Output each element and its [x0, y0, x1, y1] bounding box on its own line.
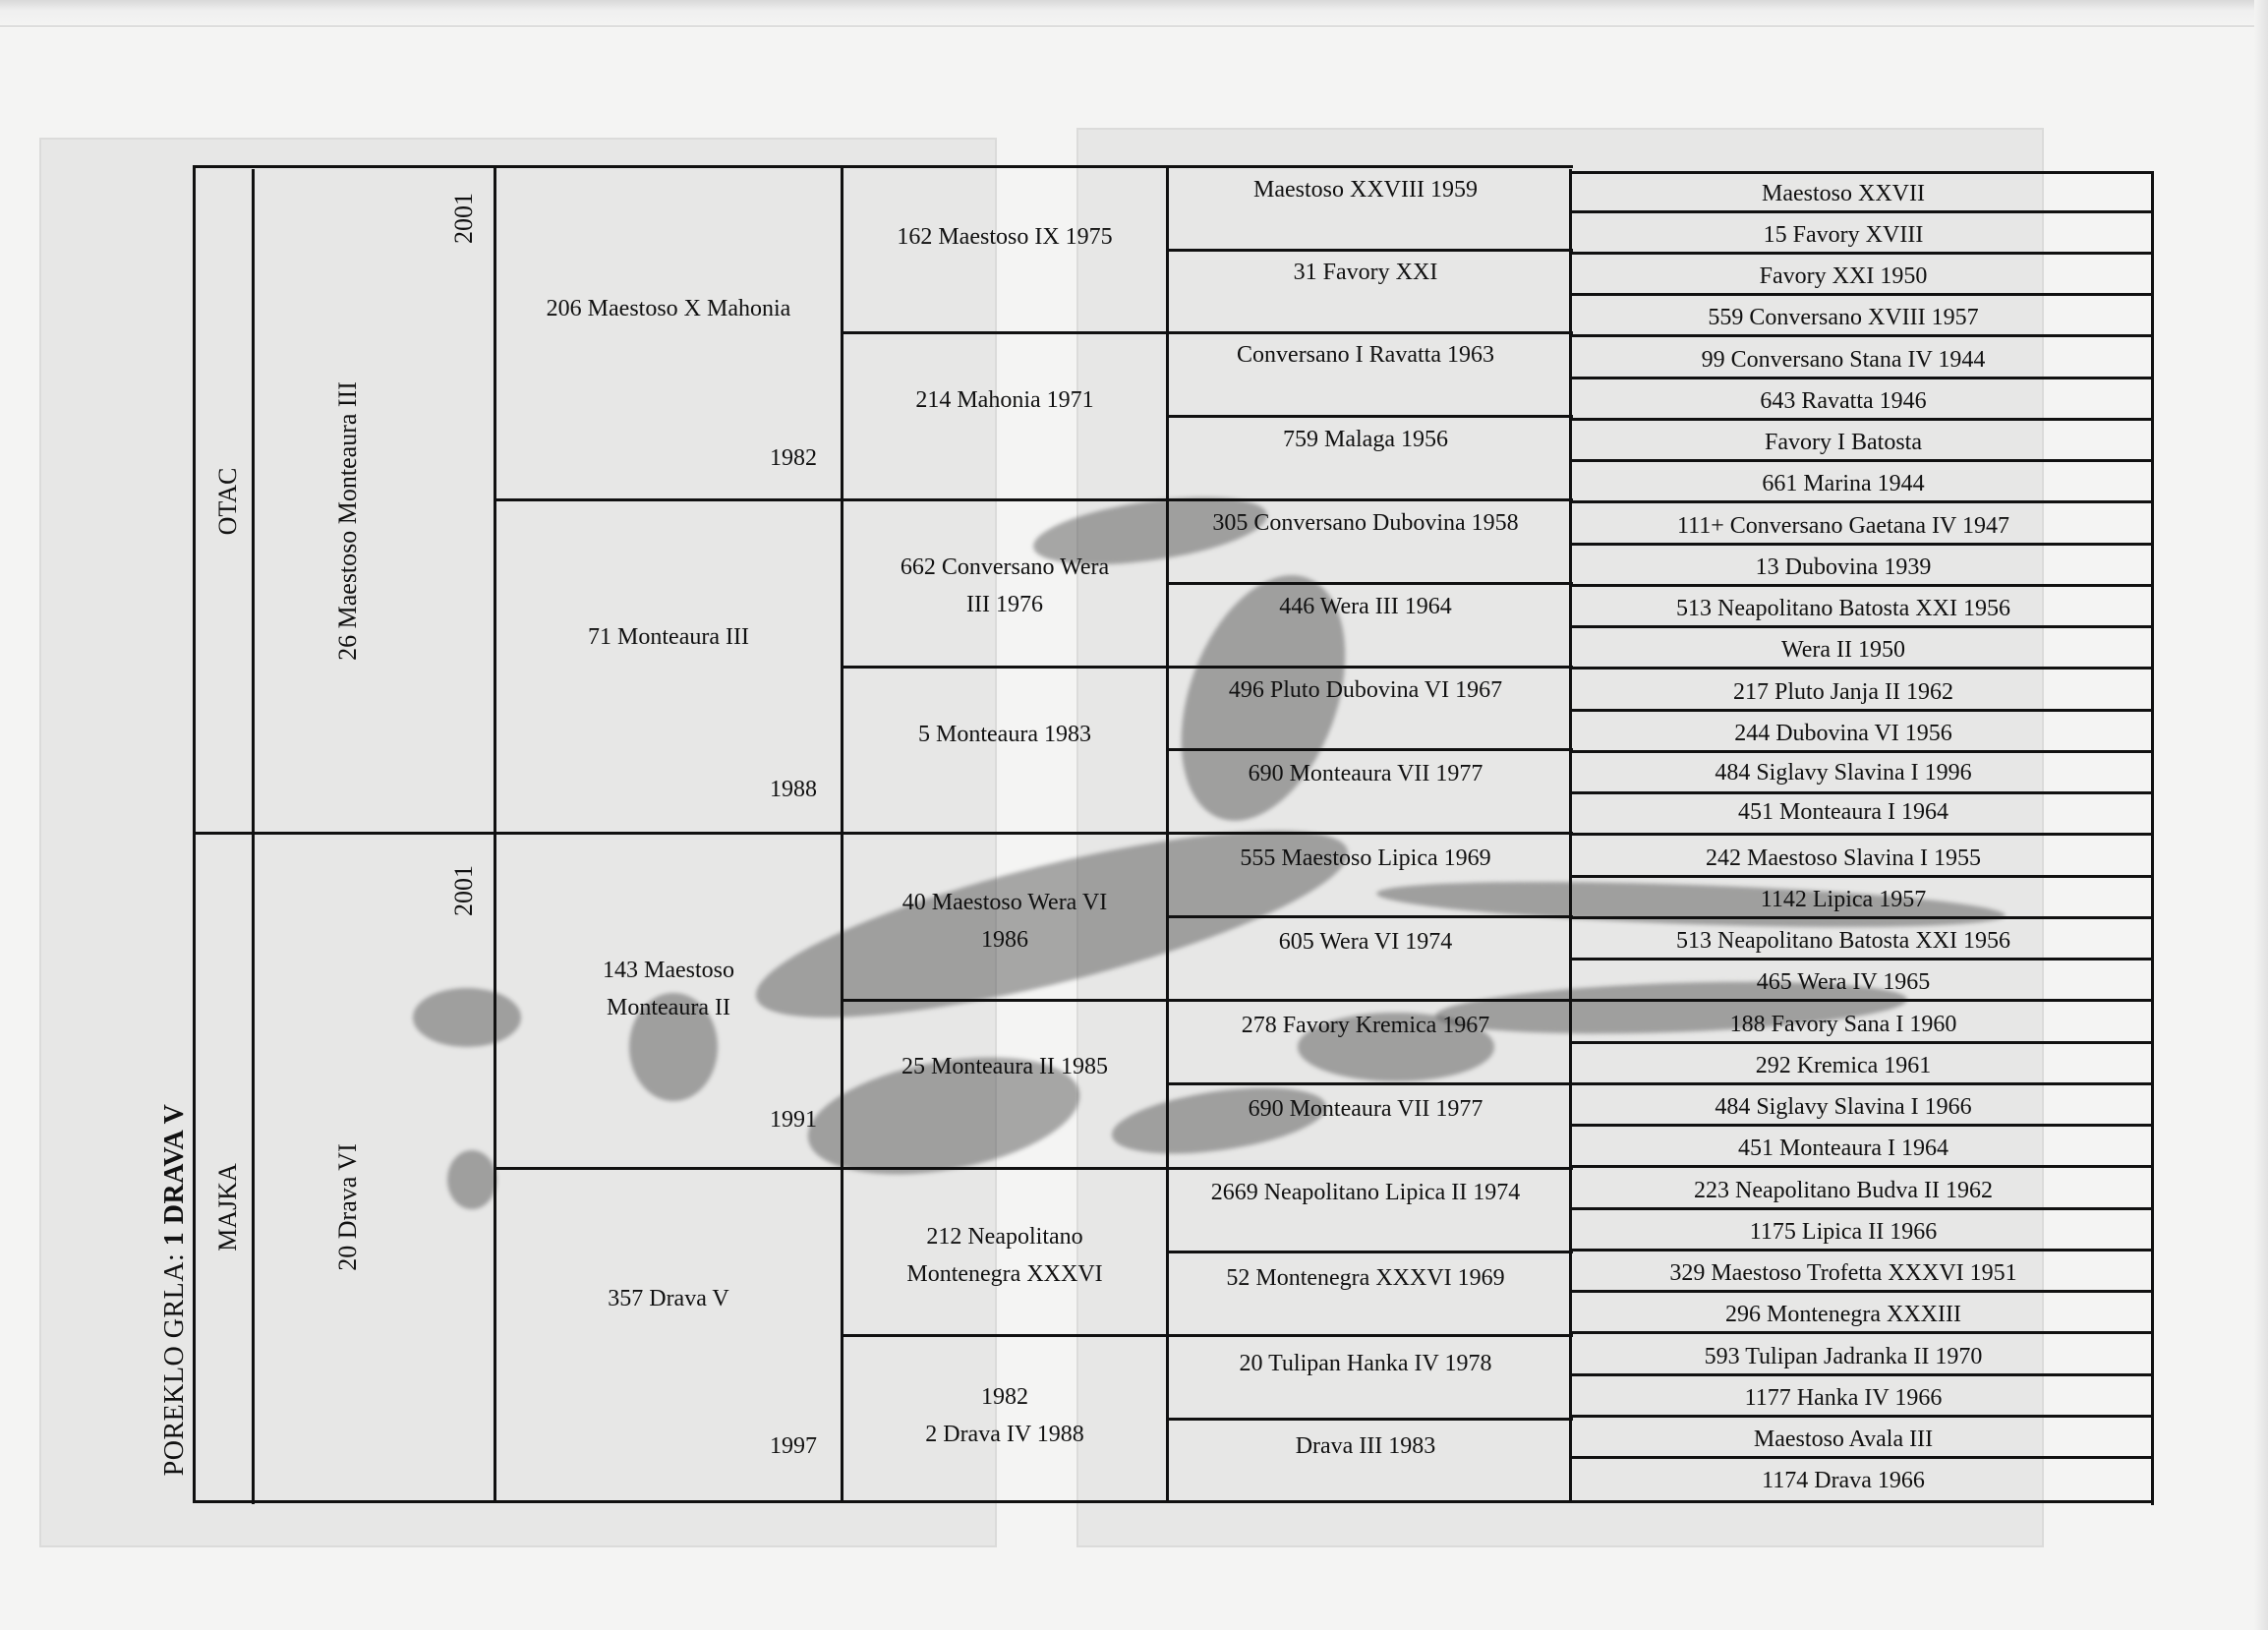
gen4-entry: 31 Favory XXI [1293, 260, 1438, 285]
row-divider [1166, 832, 1573, 835]
great-grandparent-name: 5 Monteaura 1983 [918, 722, 1091, 747]
gen5-entry: Favory XXI 1950 [1759, 263, 1928, 289]
gen5-entry: 1142 Lipica 1957 [1760, 887, 1927, 912]
gen5-entry: 451 Monteaura I 1964 [1738, 1135, 1948, 1161]
row-divider [1166, 748, 1573, 751]
row-divider [1569, 958, 2154, 961]
gen4-entry: 496 Pluto Dubovina VI 1967 [1228, 677, 1503, 703]
row-divider [1569, 293, 2154, 296]
gen5-entry: 484 Siglavy Slavina I 1996 [1715, 760, 1972, 786]
row-divider [1569, 500, 2154, 503]
row-divider [1569, 1373, 2154, 1376]
gen5-entry: 217 Pluto Janja II 1962 [1733, 679, 1953, 705]
scan-top-edge [0, 0, 2268, 27]
gen5-entry: 1174 Drava 1966 [1762, 1468, 1925, 1493]
gen4-entry: 759 Malaga 1956 [1283, 427, 1448, 452]
gen4-entry: 555 Maestoso Lipica 1969 [1240, 845, 1491, 871]
dam-name: 20 Drava VI [333, 1143, 362, 1271]
grandparent-name: 357 Drava V [608, 1286, 729, 1311]
gen5-entry: 465 Wera IV 1965 [1756, 969, 1931, 995]
row-divider [1569, 1249, 2154, 1252]
row-divider [1569, 625, 2154, 628]
table-border-bottom [193, 1500, 2154, 1503]
gen4-entry: Drava III 1983 [1295, 1433, 1436, 1459]
row-divider [1569, 584, 2154, 587]
great-grandparent-name: 162 Maestoso IX 1975 [897, 224, 1113, 250]
watermark-stain [413, 988, 521, 1047]
gen4-entry: Maestoso XXVIII 1959 [1253, 177, 1478, 203]
gen4-entry: 446 Wera III 1964 [1279, 594, 1452, 619]
row-divider [1166, 415, 1573, 418]
row-divider [494, 498, 843, 501]
table-border-top [193, 165, 1573, 168]
row-divider [1166, 1334, 1573, 1337]
table-border-right [2151, 172, 2154, 1505]
row-divider [841, 1167, 1169, 1170]
gen5-entry: Favory I Batosta [1765, 430, 1922, 455]
grandparent-year: 1991 [770, 1107, 817, 1133]
grandparent-name: 206 Maestoso X Mahonia [546, 296, 791, 321]
dam-label: MAJKA [213, 1163, 242, 1252]
row-divider [1569, 1331, 2154, 1334]
gen5-entry: 451 Monteaura I 1964 [1738, 799, 1948, 825]
row-divider [1569, 1124, 2154, 1127]
grandparent-year: 1988 [770, 777, 817, 802]
row-divider [1569, 667, 2154, 669]
row-divider [1569, 833, 2154, 836]
sire-name: 26 Maestoso Monteaura III [333, 381, 362, 661]
gen4-entry: 605 Wera VI 1974 [1278, 929, 1453, 955]
row-divider [1569, 334, 2154, 337]
document-title [159, 1104, 191, 1477]
gen5-entry: 15 Favory XVIII [1763, 222, 1924, 248]
row-divider [193, 832, 843, 835]
row-divider [1569, 459, 2154, 462]
great-grandparent-name: 662 Conversano Wera III 1976 [900, 554, 1110, 617]
row-divider [841, 666, 1169, 669]
row-divider [1569, 750, 2154, 753]
watermark-stain [447, 1150, 496, 1209]
row-divider [1166, 1251, 1573, 1253]
row-divider [1569, 999, 2154, 1002]
great-grandparent-year: 1982 [981, 1384, 1028, 1410]
row-divider [1569, 1041, 2154, 1044]
great-grandparent-name: 2 Drava IV 1988 [925, 1422, 1084, 1447]
gen5-entry: 99 Conversano Stana IV 1944 [1701, 347, 1986, 373]
gen5-entry: 643 Ravatta 1946 [1760, 388, 1927, 414]
row-divider [1166, 249, 1573, 252]
sire-year: 2001 [449, 193, 478, 244]
gen5-entry: 188 Favory Sana I 1960 [1729, 1012, 1957, 1037]
row-divider [1166, 1167, 1573, 1170]
great-grandparent-name: 25 Monteaura II 1985 [901, 1054, 1108, 1079]
gen4-entry: 690 Monteaura VII 1977 [1248, 761, 1483, 786]
grandparent-name: 143 Maestoso Monteaura II [603, 958, 734, 1020]
gen5-entry: 484 Siglavy Slavina I 1966 [1715, 1094, 1972, 1120]
title-animal-name: 1 DRAVA V [159, 1103, 190, 1247]
row-divider [1569, 1207, 2154, 1210]
gen5-entry: 292 Kremica 1961 [1755, 1053, 1932, 1078]
row-divider [1166, 1418, 1573, 1421]
row-divider [1569, 709, 2154, 712]
gen5-entry: Wera II 1950 [1780, 637, 1906, 663]
gen4-entry: 20 Tulipan Hanka IV 1978 [1239, 1351, 1492, 1376]
gen5-entry: 593 Tulipan Jadranka II 1970 [1704, 1344, 1983, 1369]
gen5-entry: 661 Marina 1944 [1762, 471, 1925, 496]
row-divider [841, 999, 1169, 1002]
grandparent-name: 71 Monteaura III [588, 624, 749, 650]
gen5-entry: 242 Maestoso Slavina I 1955 [1706, 845, 1981, 871]
row-divider [1569, 1082, 2154, 1085]
row-divider [1569, 252, 2154, 255]
title-prefix: POREKLO GRLA: [159, 1252, 190, 1477]
gen5-entry: 13 Dubovina 1939 [1755, 554, 1932, 580]
row-divider [1569, 1290, 2154, 1293]
great-grandparent-name: 40 Maestoso Wera VI 1986 [901, 890, 1108, 953]
row-divider [1569, 1165, 2154, 1168]
row-divider [1569, 543, 2154, 546]
gen5-entry: 559 Conversano XVIII 1957 [1708, 305, 1979, 330]
row-divider [1166, 331, 1573, 334]
table-border-top [1569, 171, 2154, 174]
row-divider [1569, 418, 2154, 421]
row-divider [1166, 915, 1573, 918]
gen4-entry: 278 Favory Kremica 1967 [1241, 1013, 1490, 1038]
grandparent-year: 1982 [770, 445, 817, 471]
great-grandparent-name: 212 Neapolitano Montenegra XXXVI [906, 1224, 1103, 1287]
row-divider [1166, 1082, 1573, 1085]
gen5-entry: 513 Neapolitano Batosta XXI 1956 [1676, 596, 2010, 621]
gen5-entry: 329 Maestoso Trofetta XXXVI 1951 [1669, 1260, 2017, 1286]
row-divider [1166, 498, 1573, 501]
row-divider [1569, 1456, 2154, 1459]
gen4-entry: 2669 Neapolitano Lipica II 1974 [1210, 1180, 1521, 1205]
row-divider [1569, 210, 2154, 213]
gen4-entry: 52 Montenegra XXXVI 1969 [1226, 1265, 1505, 1291]
gen4-entry: 690 Monteaura VII 1977 [1248, 1096, 1483, 1122]
column-divider [1569, 169, 1572, 1502]
row-divider [841, 498, 1169, 501]
gen5-entry: 513 Neapolitano Batosta XXI 1956 [1676, 928, 2010, 954]
row-divider [494, 1167, 843, 1170]
gen5-entry: 1177 Hanka IV 1966 [1744, 1385, 1943, 1411]
row-divider [1166, 666, 1573, 669]
row-divider [1166, 999, 1573, 1002]
grandparent-year: 1997 [770, 1433, 817, 1459]
row-divider [1569, 875, 2154, 878]
gen5-entry: 223 Neapolitano Budva II 1962 [1694, 1178, 1993, 1203]
gen5-entry: Maestoso XXVII [1762, 181, 1925, 206]
row-divider [841, 832, 1169, 835]
gen5-entry: Maestoso Avala III [1753, 1426, 1934, 1452]
scan-right-edge [2254, 0, 2268, 1630]
gen4-entry: 305 Conversano Dubovina 1958 [1212, 510, 1519, 536]
dam-year: 2001 [449, 865, 478, 916]
column-divider [252, 169, 255, 1504]
gen5-entry: 244 Dubovina VI 1956 [1734, 721, 1952, 746]
row-divider [1569, 1415, 2154, 1418]
row-divider [1569, 916, 2154, 919]
row-divider [841, 1334, 1169, 1337]
row-divider [1166, 582, 1573, 585]
gen5-entry: 1175 Lipica II 1966 [1749, 1219, 1938, 1245]
row-divider [841, 331, 1169, 334]
great-grandparent-name: 214 Mahonia 1971 [915, 387, 1094, 413]
row-divider [1569, 377, 2154, 379]
gen4-entry: Conversano I Ravatta 1963 [1237, 342, 1494, 368]
sire-label: OTAC [213, 467, 242, 536]
gen5-entry: 111+ Conversano Gaetana IV 1947 [1677, 513, 2009, 539]
row-divider [1569, 791, 2154, 794]
gen5-entry: 296 Montenegra XXXIII [1725, 1302, 1961, 1327]
